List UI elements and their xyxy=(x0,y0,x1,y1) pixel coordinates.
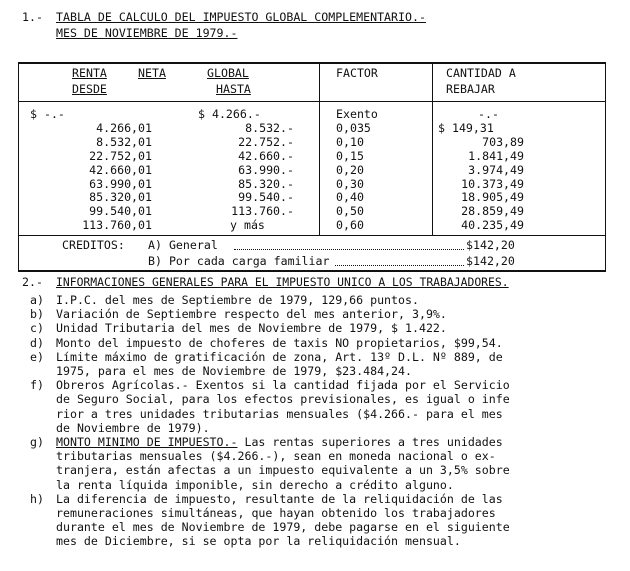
info-item-line: MONTO MINIMO DE IMPUESTO.- Las rentas superiores a tres unidades xyxy=(56,435,503,449)
row-rebajar: 18.905,49 xyxy=(461,190,524,205)
credito-b-value: $142,20 xyxy=(466,254,515,268)
info-item-line: de Seguro Social, para los efectos previsionales, es igual o infe xyxy=(56,392,510,407)
section-2-number: 2.- xyxy=(22,275,43,289)
info-item-letter: b) xyxy=(30,307,44,322)
table-left-border xyxy=(18,62,19,270)
info-item-line: tranjera, están afectas a un impuesto equivalente a un 3,5% sobre xyxy=(56,463,510,478)
row-hasta: 113.760.- xyxy=(231,204,294,219)
row-hasta: 42.660.- xyxy=(238,148,294,163)
header-factor: FACTOR xyxy=(336,66,378,80)
row-desde: $ -.- xyxy=(30,107,65,121)
row-factor: Exento xyxy=(336,107,378,121)
info-item-line: Monto del impuesto de choferes de taxis NO propietarios, $99,54. xyxy=(56,335,503,350)
row-rebajar: 28.859,49 xyxy=(461,204,524,219)
section-1-number: 1.- xyxy=(22,10,43,24)
row-rebajar: -.- xyxy=(478,107,499,121)
row-hasta: 99.540.- xyxy=(238,190,294,205)
row-factor: 0,30 xyxy=(336,176,364,191)
row-rebajar: 3.974,49 xyxy=(468,162,524,177)
credito-a-label: A) General xyxy=(148,238,218,252)
row-rebajar: 703,89 xyxy=(482,134,524,149)
header-cantidad: CANTIDAD A xyxy=(446,66,516,80)
header-hasta: HASTA xyxy=(216,82,251,96)
row-desde: 113.760,01 xyxy=(82,218,152,233)
row-desde: 8.532,01 xyxy=(96,134,152,149)
info-item-line: Obreros Agrícolas.- Exentos si la cantidad fijada por el Servicio xyxy=(56,378,510,393)
info-item-line: la renta líquida imponible, sin derecho a crédito alguno. xyxy=(56,477,454,492)
header-rebajar: REBAJAR xyxy=(446,82,495,96)
row-hasta: 8.532.- xyxy=(245,120,294,135)
info-item-letter: d) xyxy=(30,335,44,350)
info-item-line: tributarias mensuales ($4.266.-), sean en moneda nacional o ex- xyxy=(56,449,496,464)
section-2-title: INFORMACIONES GENERALES PARA EL IMPUESTO UNICO A LOS TRABAJADORES. xyxy=(56,275,509,289)
header-global: GLOBAL xyxy=(207,66,249,80)
row-factor: 0,20 xyxy=(336,162,364,177)
creditos-label: CREDITOS: xyxy=(62,238,125,252)
row-hasta: 22.752.- xyxy=(238,134,294,149)
section-1-title: TABLA DE CALCULO DEL IMPUESTO GLOBAL COMPLEMENTARIO.- xyxy=(56,10,426,24)
info-item-line: durante el mes de Noviembre de 1979, debe pagarse en el siguiente xyxy=(56,520,510,535)
row-rebajar: 40.235,49 xyxy=(461,218,524,233)
info-item-letter: c) xyxy=(30,321,44,336)
row-hasta: y más xyxy=(230,218,265,233)
row-factor: 0,40 xyxy=(336,190,364,205)
row-desde: 63.990,01 xyxy=(89,176,152,191)
table-right-border xyxy=(605,62,606,270)
info-item-line: I.P.C. del mes de Septiembre de 1979, 129,66 puntos. xyxy=(56,293,419,307)
row-factor: 0,10 xyxy=(336,134,364,149)
info-item-line: Variación de Septiembre respecto del mes anterior, 3,9%. xyxy=(56,307,447,322)
row-hasta: 63.990.- xyxy=(238,162,294,177)
row-desde: 99.540,01 xyxy=(89,204,152,219)
info-item-letter: g) xyxy=(30,435,44,449)
table-header-border xyxy=(18,101,606,102)
row-rebajar: $ 149,31 xyxy=(438,120,494,135)
info-item-line: remuneraciones simultáneas, que hayan obtenido los trabajadores xyxy=(56,506,496,520)
row-factor: 0,60 xyxy=(336,218,364,233)
table-bottom-border xyxy=(18,270,606,272)
info-item-line: de Noviembre de 1979). xyxy=(56,420,210,435)
table-col-divider-2 xyxy=(432,62,433,236)
credito-b-label: B) Por cada carga familiar xyxy=(148,254,330,268)
section-1-subtitle: MES DE NOVIEMBRE DE 1979.- xyxy=(56,26,238,40)
row-hasta: 85.320.- xyxy=(238,176,294,191)
row-factor: 0,15 xyxy=(336,148,364,163)
table-top-border xyxy=(18,62,606,64)
info-item-line: Límite máximo de gratificación de zona, Art. 13º D.L. Nº 889, de xyxy=(56,349,503,364)
info-item-letter: e) xyxy=(30,349,44,364)
credito-b-leader xyxy=(335,265,464,266)
info-item-line: mes de Diciembre, si se opta por la reliquidación mensual. xyxy=(56,534,461,549)
info-item-line: La diferencia de impuesto, resultante de la reliquidación de las xyxy=(56,491,503,506)
row-factor: 0,035 xyxy=(336,120,371,135)
row-desde: 85.320,01 xyxy=(89,190,152,205)
table-rows-border xyxy=(18,235,606,236)
info-item-line: rior a tres unidades tributarias mensuales ($4.266.- para el mes xyxy=(56,406,503,421)
info-item-letter: h) xyxy=(30,491,44,506)
info-item-line: 1975, para el mes de Noviembre de 1979, $23.484,24. xyxy=(56,364,412,378)
row-rebajar: 10.373,49 xyxy=(461,176,524,191)
row-desde: 22.752,01 xyxy=(89,148,152,163)
credito-a-leader xyxy=(234,249,464,250)
header-neta: NETA xyxy=(138,66,166,80)
row-hasta: $ 4.266.- xyxy=(198,107,261,121)
row-desde: 42.660,01 xyxy=(89,162,152,177)
info-item-letter: a) xyxy=(30,293,44,307)
header-renta: RENTA xyxy=(72,66,107,80)
row-rebajar: 1.841,49 xyxy=(468,148,524,163)
table-col-divider-1 xyxy=(319,62,320,236)
info-item-line: Unidad Tributaria del mes de Noviembre de 1979, $ 1.422. xyxy=(56,321,447,336)
header-desde: DESDE xyxy=(72,82,107,96)
credito-a-value: $142,20 xyxy=(466,238,515,252)
info-item-letter: f) xyxy=(30,378,44,393)
row-desde: 4.266,01 xyxy=(96,120,152,135)
row-factor: 0,50 xyxy=(336,204,364,219)
